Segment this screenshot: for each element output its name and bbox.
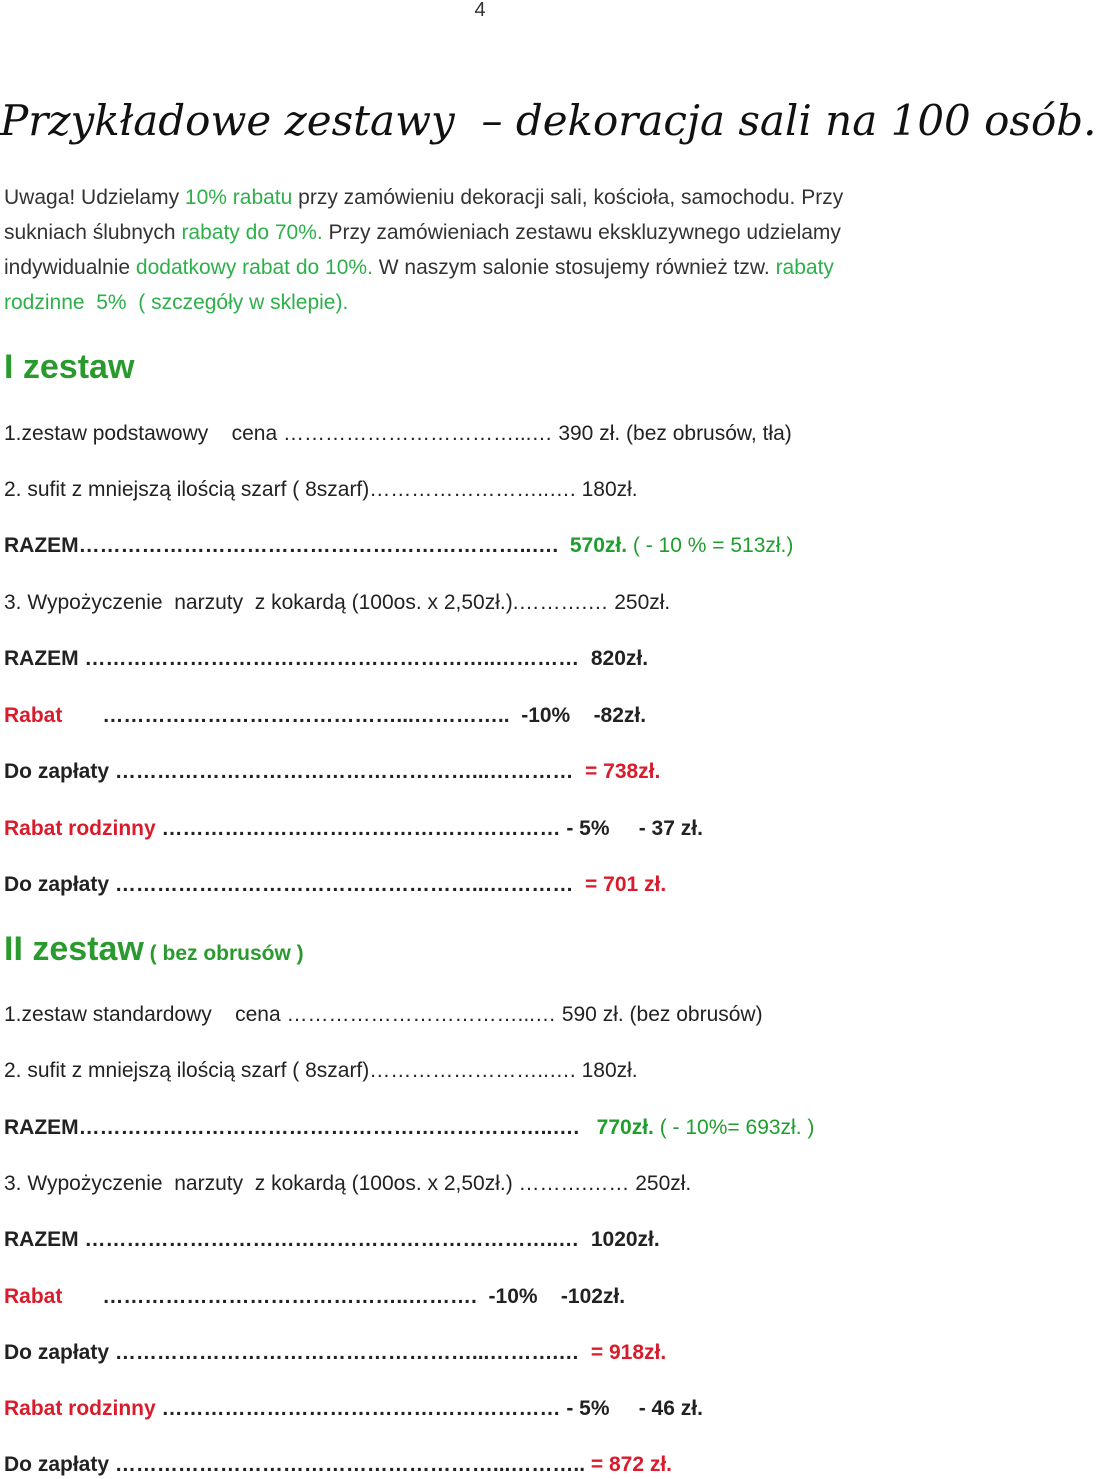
set2-total: RAZEM …………………………………………………………..… 1020zł. [4,1228,660,1251]
intro-line-4: rodzinne 5% ( szczegóły w sklepie). [4,291,349,314]
intro-line-3: indywidualnie dodatkowy rabat do 10%. W naszym salonie stosujemy również tzw. rabaty [4,256,834,279]
set1-discount: Rabat ……………………………………...………….. -10% -82zł. [4,704,647,727]
set2-discount: Rabat ……………………………………..………. -10% -102zł. [4,1285,626,1308]
intro-line-1: Uwaga! Udzielamy 10% rabatu przy zamówieniu dekoracji sali, kościoła, samochodu. Przy [4,186,844,209]
set1-item-2: 2. sufit z mniejszą ilością szarf ( 8szarf)……………………..…. 180zł. [4,478,638,501]
set2-item-3: 3. Wypożyczenie narzuty z kokardą (100os. x 2,50zł.) ……….…… 250zł. [4,1172,692,1195]
set2-item-1: 1.zestaw standardowy cena ……………………………...… 590 zł. (bez obrusów) [4,1003,763,1026]
set2-item-2: 2. sufit z mniejszą ilością szarf ( 8szarf)……………………..…. 180zł. [4,1059,638,1082]
set1-final-to-pay: Do zapłaty ……………………………………………...………… = 701 zł. [4,873,667,896]
set1-total: RAZEM …………………………………………………..………… 820zł. [4,647,649,670]
set1-item-1: 1.zestaw podstawowy cena ……………………………...… 390 zł. (bez obrusów, tła) [4,422,792,445]
intro-line-2: sukniach ślubnych rabaty do 70%. Przy zamówieniach zestawu ekskluzywnego udzielamy [4,221,841,244]
page-number: 4 [474,0,486,21]
set2-to-pay: Do zapłaty ……………………………………………...……….… = 918zł. [4,1341,667,1364]
set1-item-3: 3. Wypożyczenie narzuty z kokardą (100os. x 2,50zł.).……….… 250zł. [4,591,671,614]
set2-final-to-pay: Do zapłaty ………………………………………………...……….. = 872 zł. [4,1453,673,1476]
section-heading-set-1: I zestaw [4,348,135,386]
set1-family-discount: Rabat rodzinny ………………………………………………… - 5% - 37 zł. [4,817,703,840]
section-heading-set-2: II zestaw ( bez obrusów ) [4,930,304,968]
set2-family-discount: Rabat rodzinny ………………………………………………… - 5% - 46 zł. [4,1397,703,1420]
set1-to-pay: Do zapłaty ……………………………………………...………… = 738zł. [4,760,661,783]
set1-subtotal: RAZEM………………………………………………………..…. 570zł. ( - 10 % = 513zł.) [4,534,794,557]
page-title: Przykładowe zestawy – dekoracja sali na 100 osób. [0,96,1096,145]
set2-subtotal: RAZEM…………………………………………………………..…. 770zł. ( - 10%= 693zł. ) [4,1116,815,1139]
